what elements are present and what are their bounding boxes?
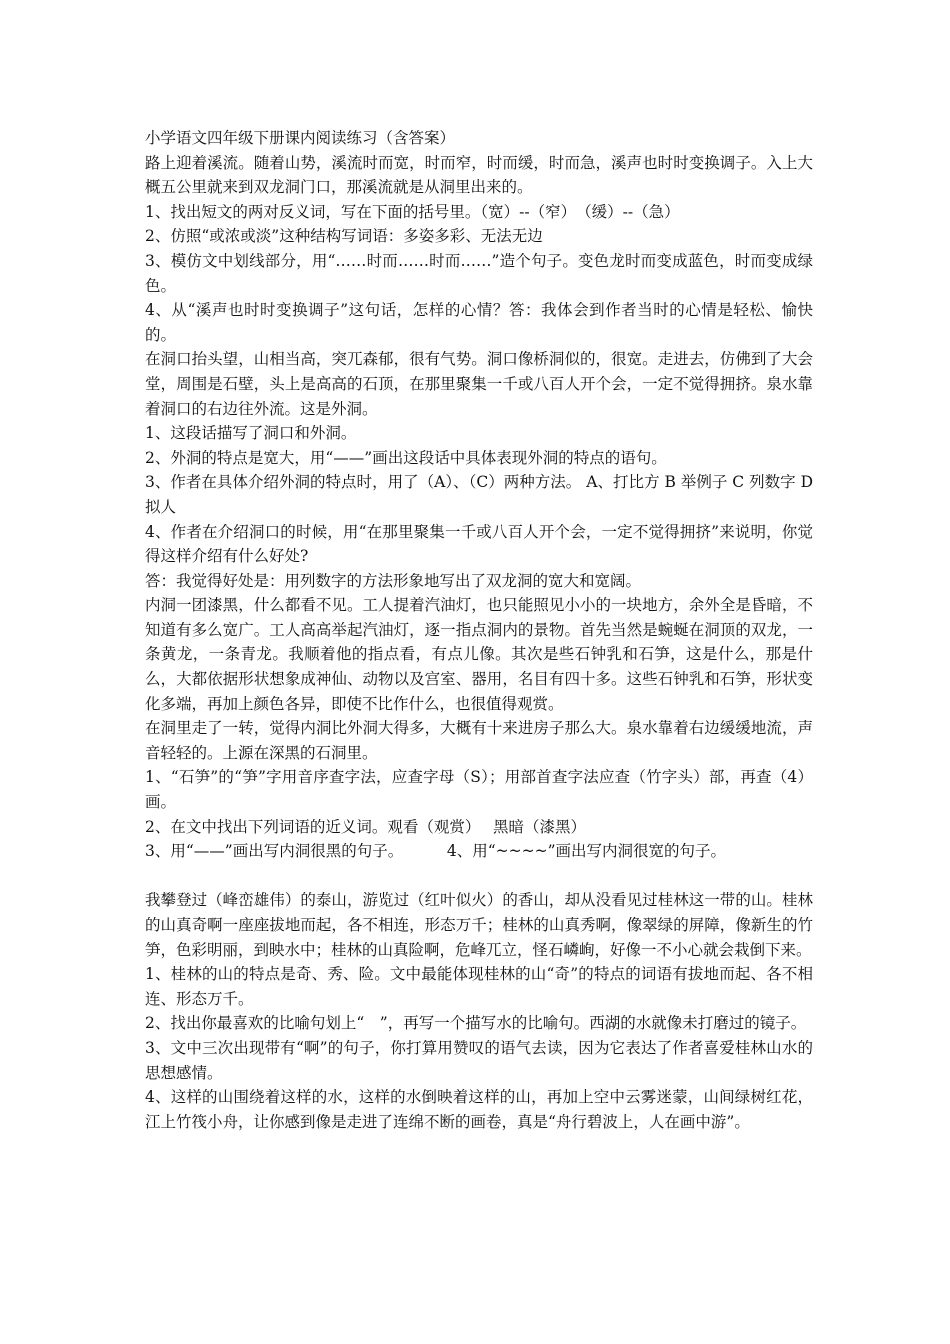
question-underline-sentences: 3、用“——”画出写内洞很黑的句子。 4、用“~~~~”画出写内洞很宽的句子。 — [145, 842, 727, 861]
question-methods: 3、作者在具体介绍外洞的特点时，用了（A）、（C）两种方法。 A、打比方 B 举例子 C 列数字 D 拟人 — [145, 473, 813, 516]
question-metaphor: 2、找出你最喜欢的比喻句划上“ ”，再写一个描写水的比喻句。西湖的水就像未打磨过的镜子。 — [145, 1014, 807, 1033]
question-reading-tone: 3、文中三次出现带有“啊”的句子，你打算用赞叹的语气去读，因为它表达了作者喜爱桂林山水的思想感情。 — [145, 1038, 813, 1082]
question-mood: 4、从“溪声也时时变换调子”这句话，怎样的心情？答：我体会到作者当时的心情是轻松、愉快的。 — [145, 301, 813, 344]
question-outer-cave-feature: 2、外洞的特点是宽大，用“——”画出这段话中具体表现外洞的特点的语句。 — [145, 448, 667, 467]
question-word-structure: 2、仿照“或浓或淡”这种结构写词语：多姿多彩、无法无边 — [145, 227, 543, 246]
question-synonyms: 2、在文中找出下列词语的近义词。观看（观赏） 黑暗（漆黑） — [145, 817, 587, 836]
passage-stream: 路上迎着溪流。随着山势，溪流时而宽，时而窄，时而缓，时而急，溪声也时时变换调子。入上大概五公里就来到双龙洞门口，那溪流就是从洞里出来的。 — [145, 153, 813, 197]
question-scroll-painting: 4、这样的山围绕着这样的水，这样的水倒映着这样的山，再加上空中云雾迷蒙，山间绿树红花，江上竹筏小舟，让你感到像是走进了连绵不断的画卷，真是“舟行碧波上，人在画中游”。 — [145, 1088, 813, 1131]
document-title: 小学语文四年级下册课内阅读练习（含答案） — [145, 129, 456, 147]
passage-cave-entrance: 在洞口抬头望，山相当高，突兀森郁，很有气势。洞口像桥洞似的，很宽。走进去，仿佛到了大会堂，周围是石壁，头上是高高的石顶，在那里聚集一千或八百人开个会，一定不觉得拥挤。泉水靠着洞口的右边往外流。这是外洞。 — [145, 350, 813, 418]
question-mountain-features: 1、桂林的山的特点是奇、秀、险。文中最能体现桂林的山“奇”的特点的词语有拔地而起、各不相连、形态万千。 — [145, 965, 813, 1008]
question-dictionary-lookup: 1、“石笋”的“笋”字用音序查字法，应查字母（S）；用部首查字法应查（竹字头）部，再查（4）画。 — [145, 768, 813, 812]
passage-guilin-mountains: 我攀登过（峰峦雄伟）的泰山，游览过（红叶似火）的香山，却从没看见过桂林这一带的山。桂林的山真奇啊一座座拔地而起，各不相连，形态万千；桂林的山真秀啊，像翠绿的屏障，像新生的竹笋，色彩明丽，到映水中；桂林的山真险啊，危峰兀立，怪石嶙峋，好像一不小心就会栽倒下来。 — [145, 891, 813, 959]
question-antonyms: 1、找出短文的两对反义词，写在下面的括号里。（宽）--（窄） （缓）--（急） — [145, 202, 680, 221]
passage-inner-cave: 内洞一团漆黑，什么都看不见。工人提着汽油灯，也只能照见小小的一块地方，余外全是昏暗，不知道有多么宽广。工人高高举起汽油灯，逐一指点洞内的景物。首先当然是蜿蜒在洞顶的双龙，一条黄龙，一条青龙。我顺着他的指点看，有点儿像。其次是些石钟乳和石笋，这是什么，那是什么，大都依据形状想象成神仙、动物以及宫室、器用，名目有四十多。这些石钟乳和石笋，形状变化多端，再加上颜色各异，即使不比作什么，也很值得观赏。 — [145, 596, 813, 713]
question-benefit: 4、作者在介绍洞口的时候，用“在那里聚集一千或八百人开个会，一定不觉得拥挤”来说明，你觉得这样介绍有什么好处? — [145, 522, 813, 566]
question-described-parts: 1、这段话描写了洞口和外洞。 — [145, 424, 357, 443]
answer-benefit: 答：我觉得好处是：用列数字的方法形象地写出了双龙洞的宽大和宽阔。 — [145, 571, 642, 590]
document-page — [145, 126, 813, 1134]
question-sentence-making: 3、模仿文中划线部分，用“……时而……时而……”造个句子。变色龙时而变成蓝色，时而变成绿色。 — [145, 251, 813, 295]
passage-inner-cave-walk: 在洞里走了一转，觉得内洞比外洞大得多，大概有十来进房子那么大。泉水靠着右边缓缓地流，声音轻轻的。上源在深黑的石洞里。 — [145, 719, 813, 762]
blank-line — [145, 864, 813, 889]
